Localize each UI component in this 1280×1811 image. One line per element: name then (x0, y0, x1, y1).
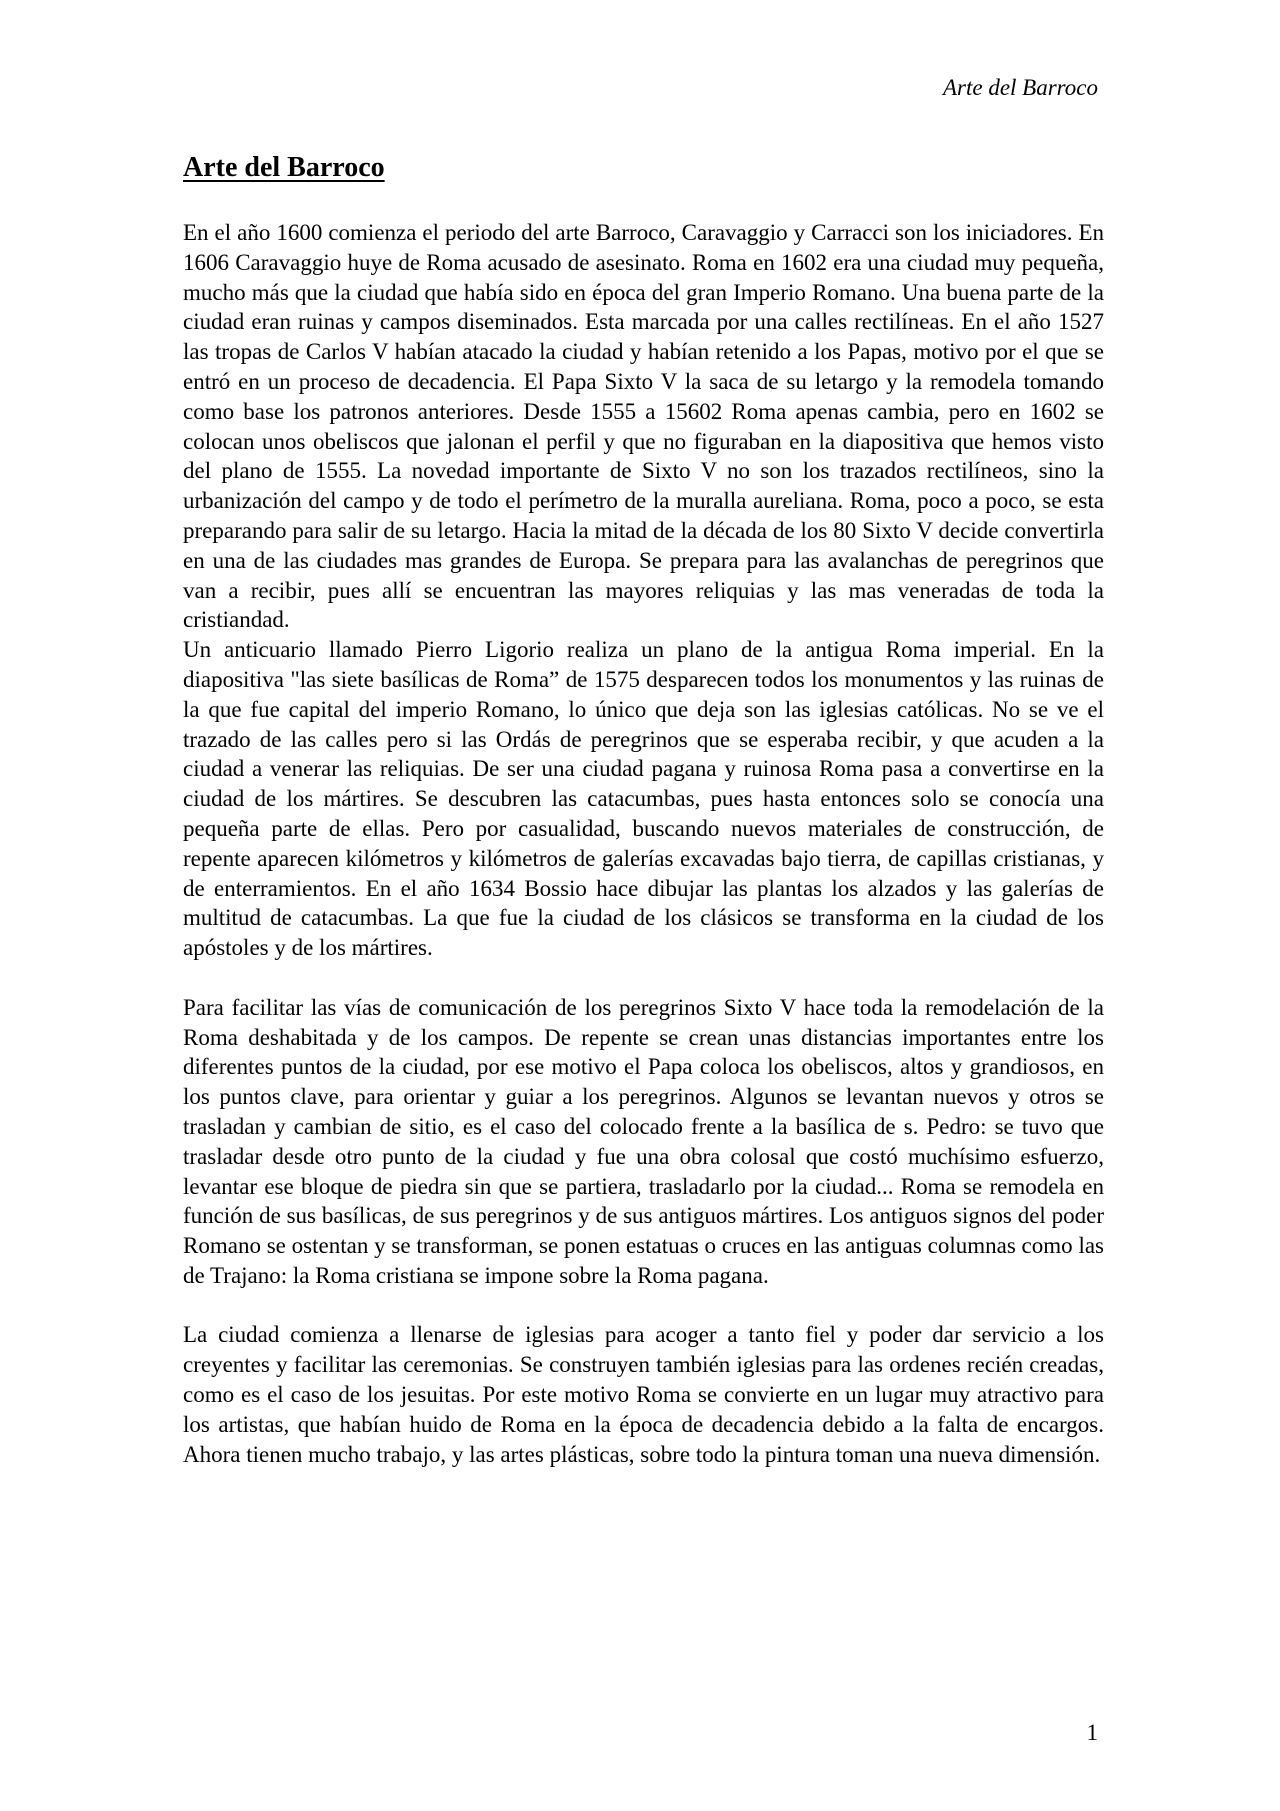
document-body (183, 218, 1104, 1469)
document-title: Arte del Barroco (183, 152, 385, 183)
page-number: 1 (1086, 1720, 1098, 1745)
paragraph: Para facilitar las vías de comunicación de los peregrinos Sixto V hace toda la remodelación de la Roma deshabitada y de los campos. De repente se crean unas distancias importantes entre los diferentes puntos de la ciudad, por ese motivo el Papa coloca los obeliscos, altos y grandiosos, en los puntos clave, para orientar y guiar a los peregrinos. Algunos se levantan nuevos y otros se trasladan y cambian de sitio, es el caso del colocado frente a la basílica de s. Pedro: se tuvo que trasladar desde otro punto de la ciudad y fue una obra colosal que costó muchísimo esfuerzo, levantar ese bloque de piedra sin que se partiera, trasladarlo por la ciudad... Roma se remodela en función de sus basílicas, de sus peregrinos y de sus antiguos mártires. Los antiguos signos del poder Romano se ostentan y se transforman, se ponen estatuas o cruces en las antiguas columnas como las de Trajano: la Roma cristiana se impone sobre la Roma pagana. (183, 994, 1104, 1288)
paragraph: La ciudad comienza a llenarse de iglesias para acoger a tanto fiel y poder dar servicio a los creyentes y facilitar las ceremonias. Se construyen también iglesias para las ordenes recién creadas, como es el caso de los jesuitas. Por este motivo Roma se convierte en un lugar muy atractivo para los artistas, que habían huido de Roma en la época de decadencia debido a la falta de encargos. Ahora tienen mucho trabajo, y las artes plásticas, sobre todo la pintura toman una nueva dimensión. (183, 1322, 1104, 1467)
running-header: Arte del Barroco (942, 75, 1098, 100)
paragraph: En el año 1600 comienza el periodo del arte Barroco, Caravaggio y Carracci son los iniciadores. En 1606 Caravaggio huye de Roma acusado de asesinato. Roma en 1602 era una ciudad muy pequeña, mucho más que la ciudad que había sido en época del gran Imperio Romano. Una buena parte de la ciudad eran ruinas y campos diseminados. Esta marcada por una calles rectilíneas. En el año 1527 las tropas de Carlos V habían atacado la ciudad y habían retenido a los Papas, motivo por el que se entró en un proceso de decadencia. El Papa Sixto V la saca de su letargo y la remodela tomando como base los patronos anteriores. Desde 1555 a 15602 Roma apenas cambia, pero en 1602 se colocan unos obeliscos que jalonan el perfil y que no figuraban en la diapositiva que hemos visto del plano de 1555. La novedad importante de Sixto V no son los trazados rectilíneos, sino la urbanización del campo y de todo el perímetro de la muralla aureliana. Roma, poco a poco, se esta preparando para salir de su letargo. Hacia la mitad de la década de los 80 Sixto V decide convertirla en una de las ciudades mas grandes de Europa. Se prepara para las avalanchas de peregrinos que van a recibir, pues allí se encuentran las mayores reliquias y las mas veneradas de toda la cristiandad. (183, 220, 1104, 633)
paragraph: Un anticuario llamado Pierro Ligorio realiza un plano de la antigua Roma imperial. En la diapositiva "las siete basílicas de Roma” de 1575 desparecen todos los monumentos y las ruinas de la que fue capital del imperio Romano, lo único que deja son las iglesias católicas. No se ve el trazado de las calles pero si las Ordás de peregrinos que se esperaba recibir, y que acuden a la ciudad a venerar las reliquias. De ser una ciudad pagana y ruinosa Roma pasa a convertirse en la ciudad de los mártires. Se descubren las catacumbas, pues hasta entonces solo se conocía una pequeña parte de ellas. Pero por casualidad, buscando nuevos materiales de construcción, de repente aparecen kilómetros y kilómetros de galerías excavadas bajo tierra, de capillas cristianas, y de enterramientos. En el año 1634 Bossio hace dibujar las plantas los alzados y las galerías de multitud de catacumbas. La que fue la ciudad de los clásicos se transforma en la ciudad de los apóstoles y de los mártires. (183, 637, 1104, 961)
